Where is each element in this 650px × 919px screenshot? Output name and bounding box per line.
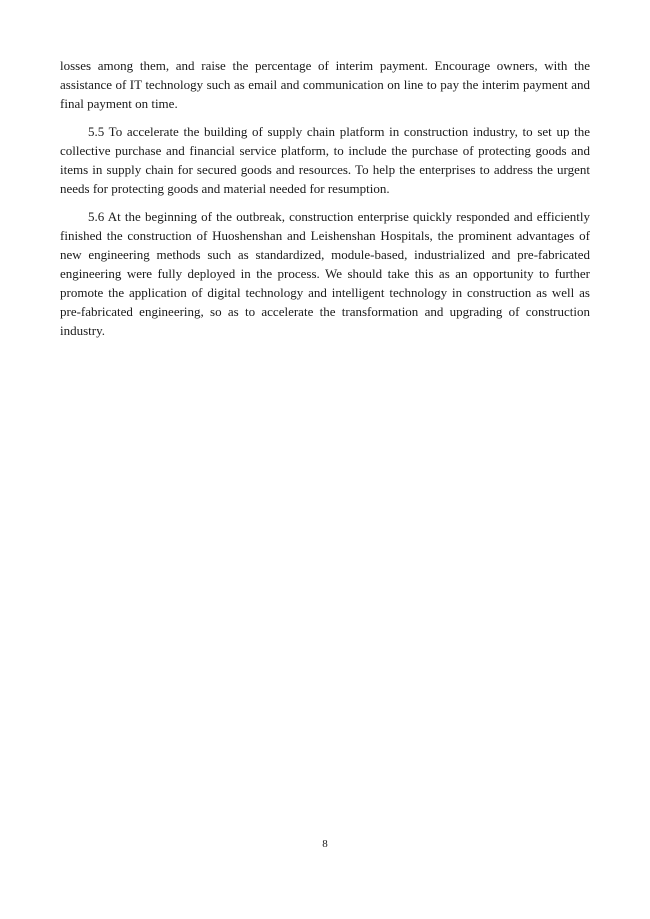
text-body [60,56,590,349]
paragraph-section-5-6: 5.6 At the beginning of the outbreak, construction enterprise quickly responded and efficiently finished the construction of Huoshenshan and Leishenshan Hospitals, the prominent advantages of new engineering methods such as standardized, module-based, industrialized and pre-fabricated engineering were fully deployed in the process. We should take this as an opportunity to further promote the application of digital technology and intelligent technology in construction as well as pre-fabricated engineering, so as to accelerate the transformation and upgrading of construction industry. [60,209,590,338]
paragraph-section-5-5: 5.5 To accelerate the building of supply chain platform in construction industry, to set up the collective purchase and financial service platform, to include the purchase of protecting goods and items in supply chain for secured goods and resources. To help the enterprises to address the urgent needs for protecting goods and material needed for resumption. [60,124,590,196]
page-number: 8 [322,838,328,850]
paragraph-continuation: losses among them, and raise the percentage of interim payment. Encourage owners, with the assistance of IT technology such as email and communication on line to pay the interim payment and final payment on time. [60,58,590,111]
